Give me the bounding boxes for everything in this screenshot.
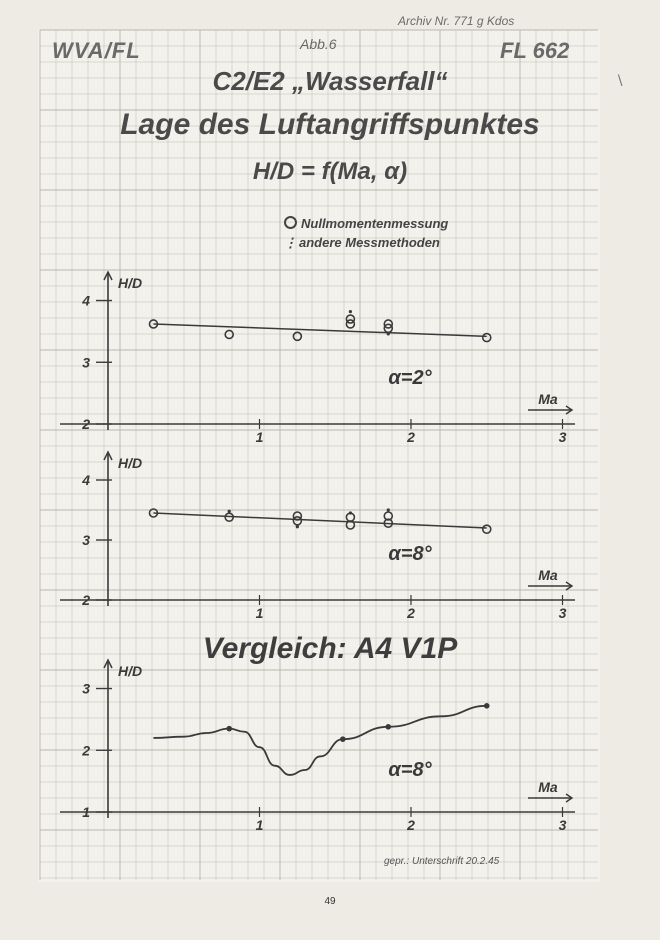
figure-label: Abb.6	[300, 36, 337, 52]
data-point-other	[387, 332, 390, 335]
legend-item-nullmoment	[284, 214, 448, 233]
data-point-other	[349, 310, 352, 313]
y-tick-label: 4	[82, 472, 90, 488]
x-tick-label: 2	[407, 429, 415, 445]
alpha-annotation: α=2°	[388, 367, 432, 389]
data-point-other	[387, 508, 390, 511]
y-tick-label: 3	[82, 354, 90, 371]
chart-panel-2	[60, 452, 575, 621]
x-axis-label: Ma	[538, 779, 558, 795]
x-axis-label: Ma	[538, 567, 558, 583]
y-axis-label: H/D	[118, 455, 143, 471]
data-point-nullmoment	[483, 525, 491, 533]
data-point	[385, 724, 391, 730]
x-tick-label: 1	[255, 817, 264, 833]
circle-marker-icon	[284, 216, 297, 229]
legend-label-2: andere Messmethoden	[299, 235, 440, 250]
data-point	[340, 736, 346, 742]
x-tick-label: 2	[407, 605, 415, 621]
footer-stamp: gepr.: Unterschrift 20.2.45	[384, 856, 500, 867]
tick-marker-icon: ⋮	[284, 235, 297, 250]
x-tick-label: 1	[255, 429, 264, 445]
margin-mark: ∖	[615, 72, 624, 88]
data-point-nullmoment	[346, 315, 354, 323]
data-point	[484, 703, 490, 709]
alpha-annotation: α=8°	[388, 543, 432, 565]
right-code: FL 662	[500, 38, 570, 63]
data-point-nullmoment	[483, 334, 491, 342]
y-axis-label: H/D	[118, 663, 143, 679]
y-tick-label: 2	[82, 592, 90, 608]
legend-label-1: Nullmomentenmessung	[301, 216, 449, 231]
y-tick-label: 3	[82, 532, 90, 548]
y-tick-label: 2	[82, 416, 90, 432]
y-tick-label: 2	[82, 742, 90, 759]
y-tick-label: 4	[82, 292, 90, 309]
data-point-other	[228, 510, 231, 513]
x-tick-label: 3	[558, 605, 567, 621]
data-point	[226, 726, 232, 732]
data-point-other	[296, 525, 299, 528]
series-line	[153, 706, 486, 775]
title-line2: Lage des Luftangriffspunktes	[120, 108, 540, 141]
x-axis-label: Ma	[538, 391, 558, 407]
x-tick-label: 2	[407, 817, 415, 833]
page-number: 49	[324, 896, 336, 907]
data-point-nullmoment	[293, 332, 301, 340]
alpha-annotation: α=8°	[388, 759, 432, 781]
title-line1: C2/E2 „Wasserfall“	[212, 66, 448, 96]
fit-line	[153, 324, 486, 336]
left-code: WVA/FL	[52, 38, 141, 63]
archive-number: Archiv Nr. 771 g Kdos	[398, 14, 515, 28]
formula: H/D = f(Ma, α)	[252, 158, 408, 185]
legend	[284, 214, 448, 252]
x-tick-label: 1	[255, 605, 264, 621]
x-tick-label: 3	[558, 817, 567, 833]
comparison-title: Vergleich: A4 V1P	[202, 632, 458, 665]
y-tick-label: 1	[82, 804, 90, 820]
x-tick-label: 3	[558, 429, 567, 445]
fit-line	[153, 513, 486, 528]
data-point-other	[349, 511, 352, 514]
chart-panel-1	[60, 272, 575, 445]
legend-item-other	[284, 233, 448, 252]
y-axis-label: H/D	[118, 275, 143, 291]
y-tick-label: 3	[82, 680, 90, 697]
